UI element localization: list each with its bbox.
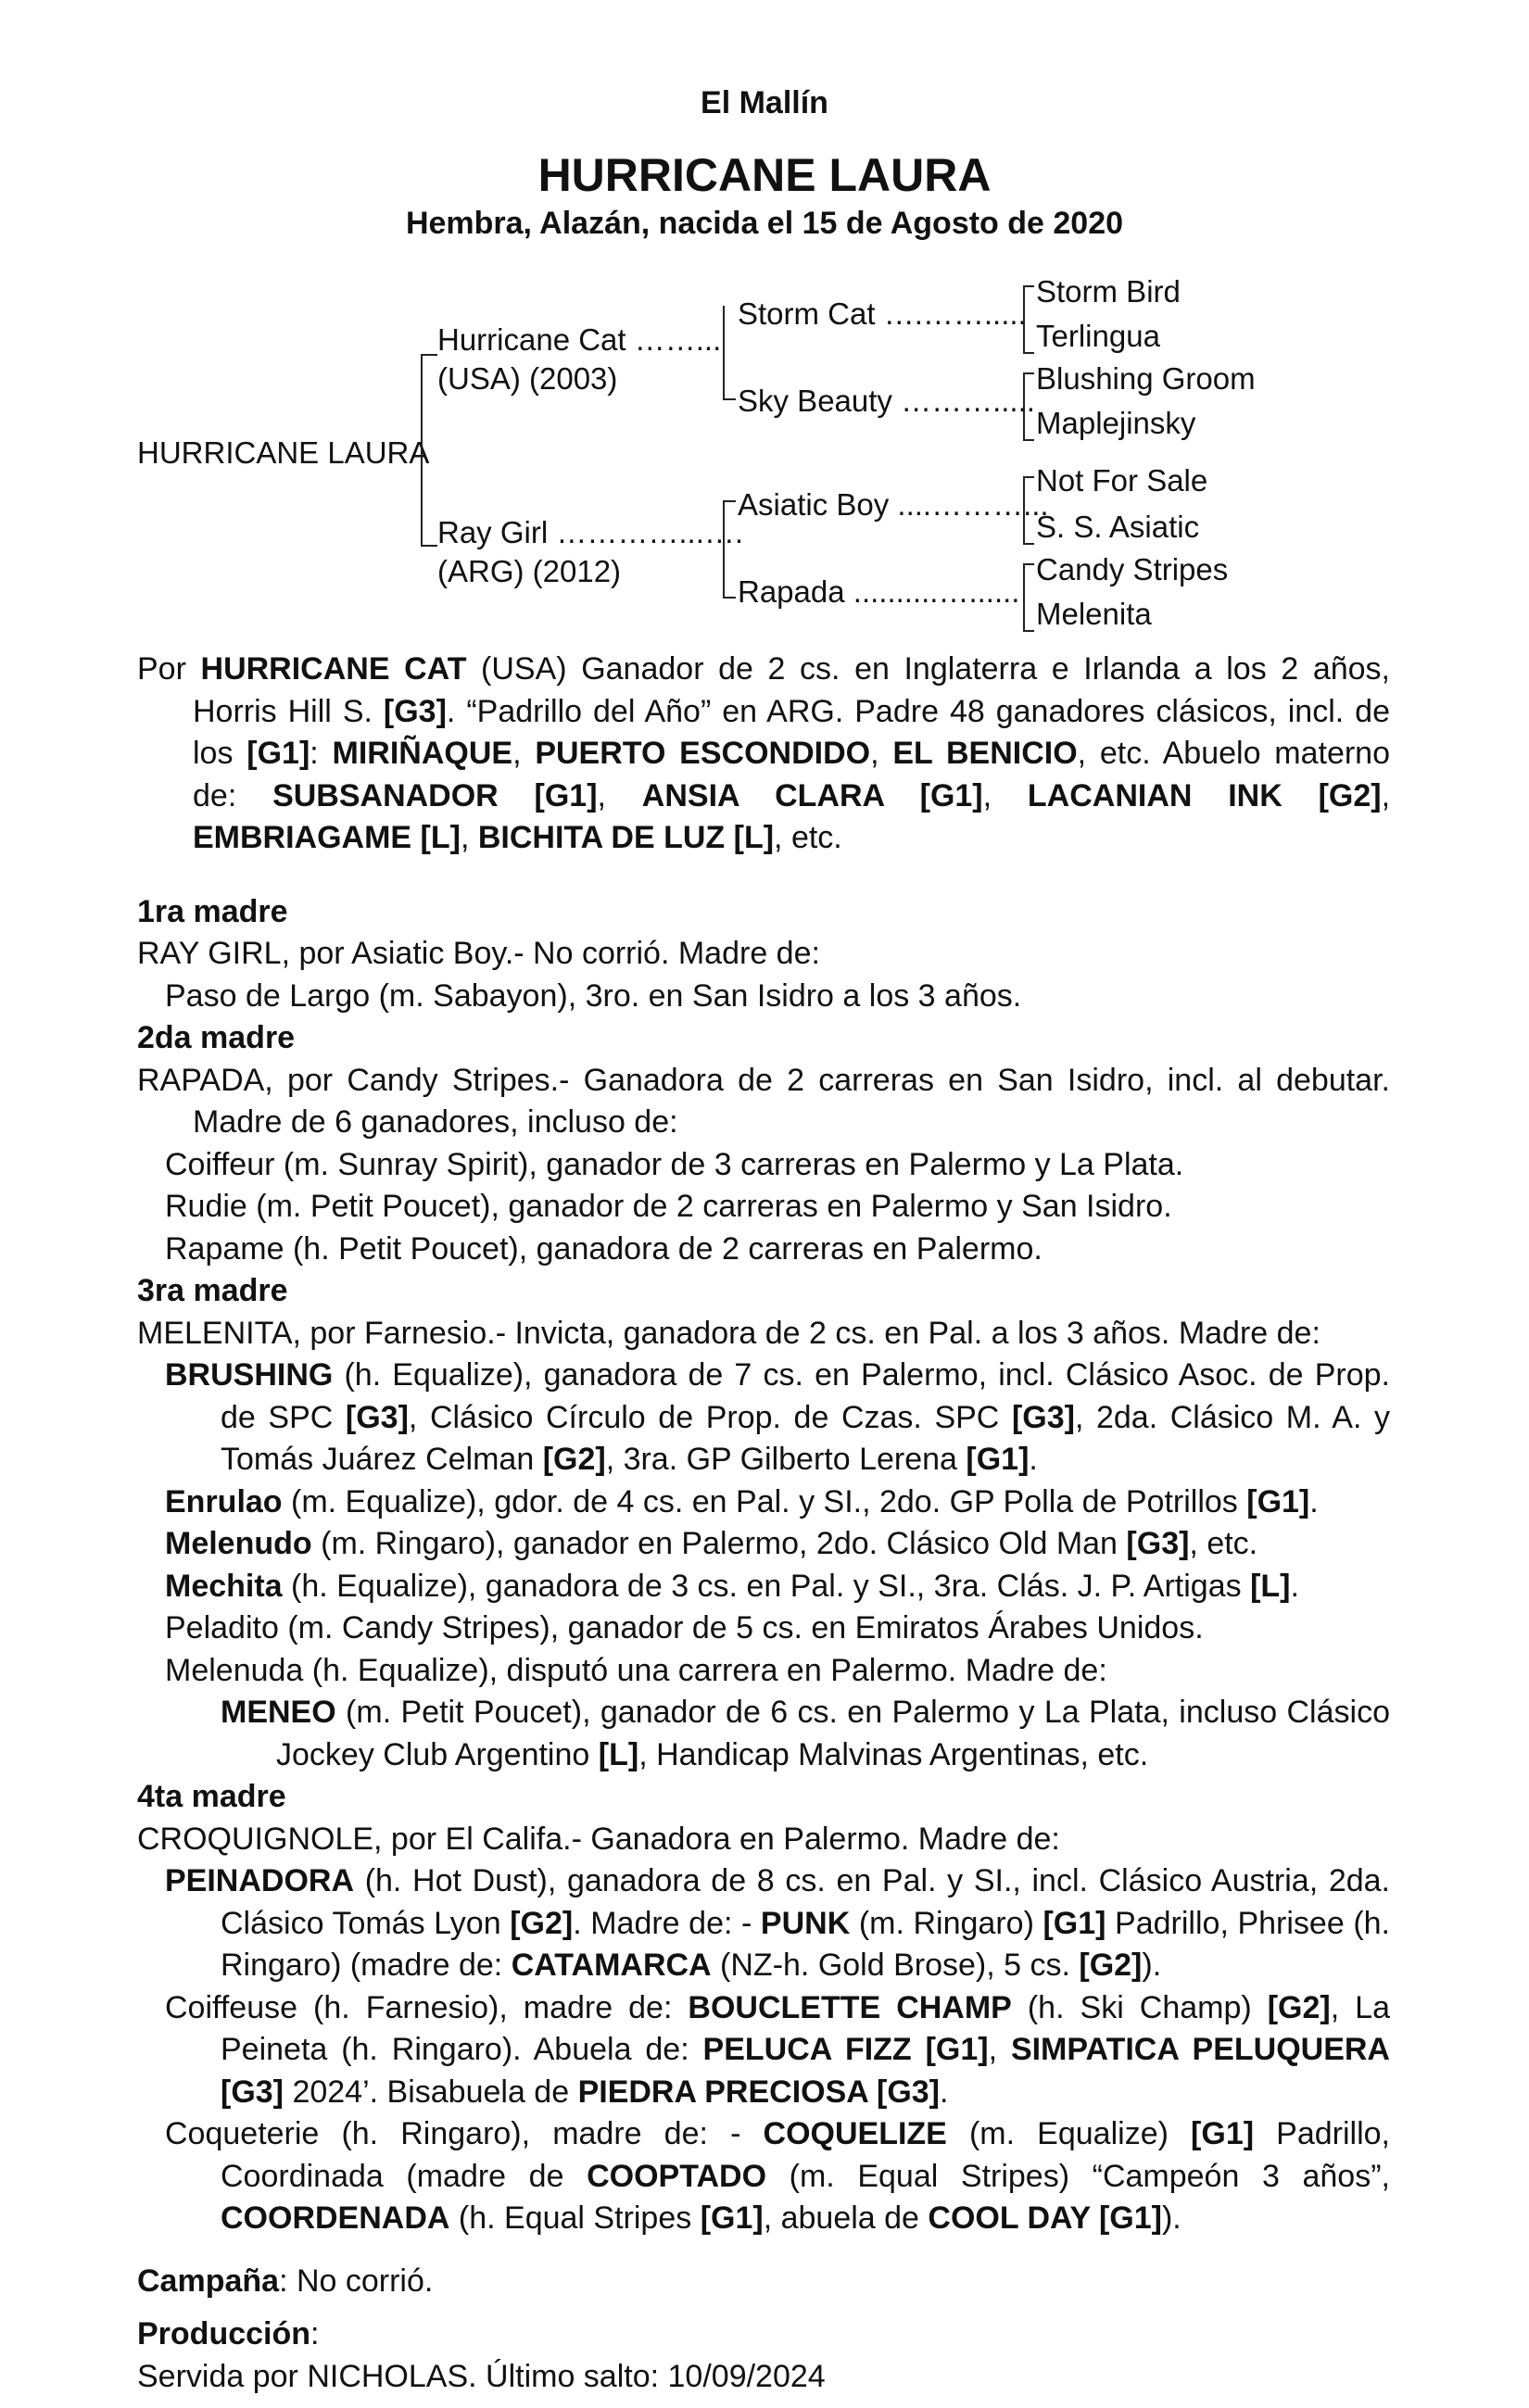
pedigree-bracket-tick bbox=[1023, 563, 1034, 565]
madre4-coiffeuse: Coiffeuse (h. Farnesio), madre de: BOUCLETTE CHAMP (h. Ski Champ) [G2], La Peineta (h. Ringaro). Abuela de: PELUCA FIZZ [G1], SIMPATICA PELUQUERA [G3] 2024’. Bisabuela de PIEDRA PRECIOSA [G3]. bbox=[165, 1989, 1390, 2110]
pedigree-bracket bbox=[1023, 476, 1025, 545]
pedigree-bracket-tick bbox=[1023, 372, 1034, 374]
madre2-offspring: Coiffeur (m. Sunray Spirit), ganador de 3 carreras en Palermo y La Plata. bbox=[165, 1146, 1184, 1182]
madre3-line: MELENITA, por Farnesio.- Invicta, ganadora de 2 cs. en Pal. a los 3 años. Madre de: bbox=[137, 1315, 1320, 1351]
farm-name: El Mallín bbox=[701, 85, 828, 120]
madre3-meneo: MENEO (m. Petit Poucet), ganador de 6 cs. en Palermo y La Plata, incluso Clásico Jockey Club Argentino [L], Handicap Malvinas Argentinas, etc. bbox=[221, 1695, 1390, 1772]
pedigree-grandparent: Storm Cat ….……..... bbox=[738, 296, 1027, 331]
pedigree-dam-origin: (ARG) (2012) bbox=[437, 554, 622, 588]
madre2-offspring: Rudie (m. Petit Poucet), ganador de 2 carreras en Palermo y San Isidro. bbox=[165, 1189, 1172, 1224]
produccion-line: Servida por NICHOLAS. Último salto: 10/09/2024 bbox=[137, 2358, 826, 2394]
campana-line: Campaña: No corrió. bbox=[137, 2263, 434, 2299]
pedigree-great-grandparent: Storm Bird bbox=[1036, 274, 1181, 309]
produccion-heading: Producción: bbox=[137, 2316, 320, 2351]
pedigree-chart bbox=[0, 0, 1529, 649]
pedigree-great-grandparent: Maplejinsky bbox=[1036, 406, 1196, 440]
pedigree-great-grandparent: Blushing Groom bbox=[1036, 361, 1256, 396]
pedigree-grandparent: Rapada ..........…...... bbox=[738, 574, 1020, 609]
pedigree-great-grandparent: S. S. Asiatic bbox=[1036, 510, 1200, 544]
pedigree-bracket-tick bbox=[1023, 476, 1034, 478]
madre2-heading: 2da madre bbox=[137, 1020, 296, 1055]
madre2-line: RAPADA, por Candy Stripes.- Ganadora de 2 carreras en San Isidro, incl. al debutar. Madre de 6 ganadores, incluso de: bbox=[137, 1062, 1390, 1140]
madre4-heading: 4ta madre bbox=[137, 1779, 286, 1814]
madre3-peladito: Peladito (m. Candy Stripes), ganador de 5 cs. en Emiratos Árabes Unidos. bbox=[165, 1610, 1204, 1645]
pedigree-great-grandparent: Terlingua bbox=[1036, 319, 1160, 353]
pedigree-sire-origin: (USA) (2003) bbox=[437, 361, 618, 396]
madre4-coqueterie: Coqueterie (h. Ringaro), madre de: - COQUELIZE (m. Equalize) [G1] Padrillo, Coordinada (madre de COOPTADO (m. Equal Stripes) “Campeón 3 años”, COORDENADA (h. Equal Stripes [G1], abuela de COOL DAY [G1]). bbox=[165, 2116, 1390, 2236]
pedigree-bracket-tick bbox=[1023, 439, 1034, 441]
pedigree-sire: Hurricane Cat ……... bbox=[437, 322, 722, 357]
pedigree-bracket bbox=[723, 306, 725, 400]
pedigree-bracket-tick bbox=[1023, 285, 1034, 287]
pedigree-subject: HURRICANE LAURA bbox=[137, 435, 430, 470]
madre3-brushing: BRUSHING (h. Equalize), ganadora de 7 cs. en Palermo, incl. Clásico Asoc. de Prop. de SPC [G3], Clásico Círculo de Prop. de Czas. SPC [G3], 2da. Clásico M. A. y Tomás Juárez Celman [G2], 3ra. GP Gilberto Lerena [G1]. bbox=[165, 1357, 1390, 1477]
horse-subtitle: Hembra, Alazán, nacida el 15 de Agosto de 2020 bbox=[405, 206, 1124, 241]
madre4-line: CROQUIGNOLE, por El Califa.- Ganadora en Palermo. Madre de: bbox=[137, 1821, 1060, 1857]
pedigree-bracket-tick bbox=[421, 354, 437, 356]
pedigree-grandparent: Asiatic Boy ....………... bbox=[738, 487, 1049, 522]
pedigree-bracket-tick bbox=[1023, 630, 1034, 632]
pedigree-dam: Ray Girl …………...…. bbox=[437, 515, 744, 549]
horse-name-title: HURRICANE LAURA bbox=[537, 149, 992, 201]
pedigree-bracket-tick bbox=[723, 597, 736, 599]
madre4-peinadora: PEINADORA (h. Hot Dust), ganadora de 8 cs. en Pal. y SI., incl. Clásico Austria, 2da. Clásico Tomás Lyon [G2]. Madre de: - PUNK (m. Ringaro) [G1] Padrillo, Phrisee (h. Ringaro) (madre de: CATAMARCA (NZ-h. Gold Brose), 5 cs. [G2]). bbox=[165, 1863, 1391, 1983]
pedigree-great-grandparent: Not For Sale bbox=[1036, 463, 1208, 498]
pedigree-great-grandparent: Candy Stripes bbox=[1036, 552, 1229, 586]
pedigree-bracket-tick bbox=[723, 500, 736, 502]
madre1-heading: 1ra madre bbox=[137, 893, 288, 929]
pedigree-grandparent: Sky Beauty ………..... bbox=[738, 384, 1035, 418]
sire-paragraph: Por HURRICANE CAT (USA) Ganador de 2 cs. en Inglaterra e Irlanda a los 2 años, Horris Hill S. [G3]. “Padrillo del Año” en ARG. Padre 48 ganadores clásicos, incl. de los [G1]: MIRIÑAQUE, PUERTO ESCONDIDO, EL BENICIO, etc. Abuelo materno de: SUBSANADOR [G1], ANSIA CLARA [G1], LACANIAN INK [G2], EMBRIAGAME [L], BICHITA DE LUZ [L], etc. bbox=[137, 651, 1391, 855]
madre1-offspring: Paso de Largo (m. Sabayon), 3ro. en San Isidro a los 3 años. bbox=[165, 977, 1022, 1014]
pedigree-bracket-tick bbox=[421, 545, 437, 547]
pedigree-bracket-tick bbox=[1023, 352, 1034, 354]
pedigree-bracket-tick bbox=[723, 398, 736, 400]
madre1-line: RAY GIRL, por Asiatic Boy.- No corrió. Madre de: bbox=[137, 936, 820, 971]
madre3-enrulao: Enrulao (m. Equalize), gdor. de 4 cs. en Pal. y SI., 2do. GP Polla de Potrillos [G1]. bbox=[165, 1483, 1319, 1519]
pedigree-bracket bbox=[1023, 285, 1025, 354]
madre3-melenuda: Melenuda (h. Equalize), disputó una carrera en Palermo. Madre de: bbox=[165, 1652, 1107, 1688]
madre3-heading: 3ra madre bbox=[137, 1273, 288, 1308]
catalog-body bbox=[137, 649, 1390, 2398]
pedigree-bracket bbox=[1023, 372, 1025, 441]
madre2-offspring: Rapame (h. Petit Poucet), ganadora de 2 carreras en Palermo. bbox=[165, 1230, 1042, 1267]
pedigree-bracket-tick bbox=[1023, 543, 1034, 545]
madre3-melenudo: Melenudo (m. Ringaro), ganador en Palermo, 2do. Clásico Old Man [G3], etc. bbox=[165, 1526, 1258, 1561]
pedigree-bracket bbox=[1023, 563, 1025, 632]
madre3-mechita: Mechita (h. Equalize), ganadora de 3 cs. en Pal. y SI., 3ra. Clás. J. P. Artigas [L]. bbox=[165, 1568, 1299, 1604]
pedigree-great-grandparent: Melenita bbox=[1036, 597, 1152, 631]
pedigree-bracket bbox=[421, 354, 423, 545]
pedigree-bracket bbox=[723, 500, 725, 599]
